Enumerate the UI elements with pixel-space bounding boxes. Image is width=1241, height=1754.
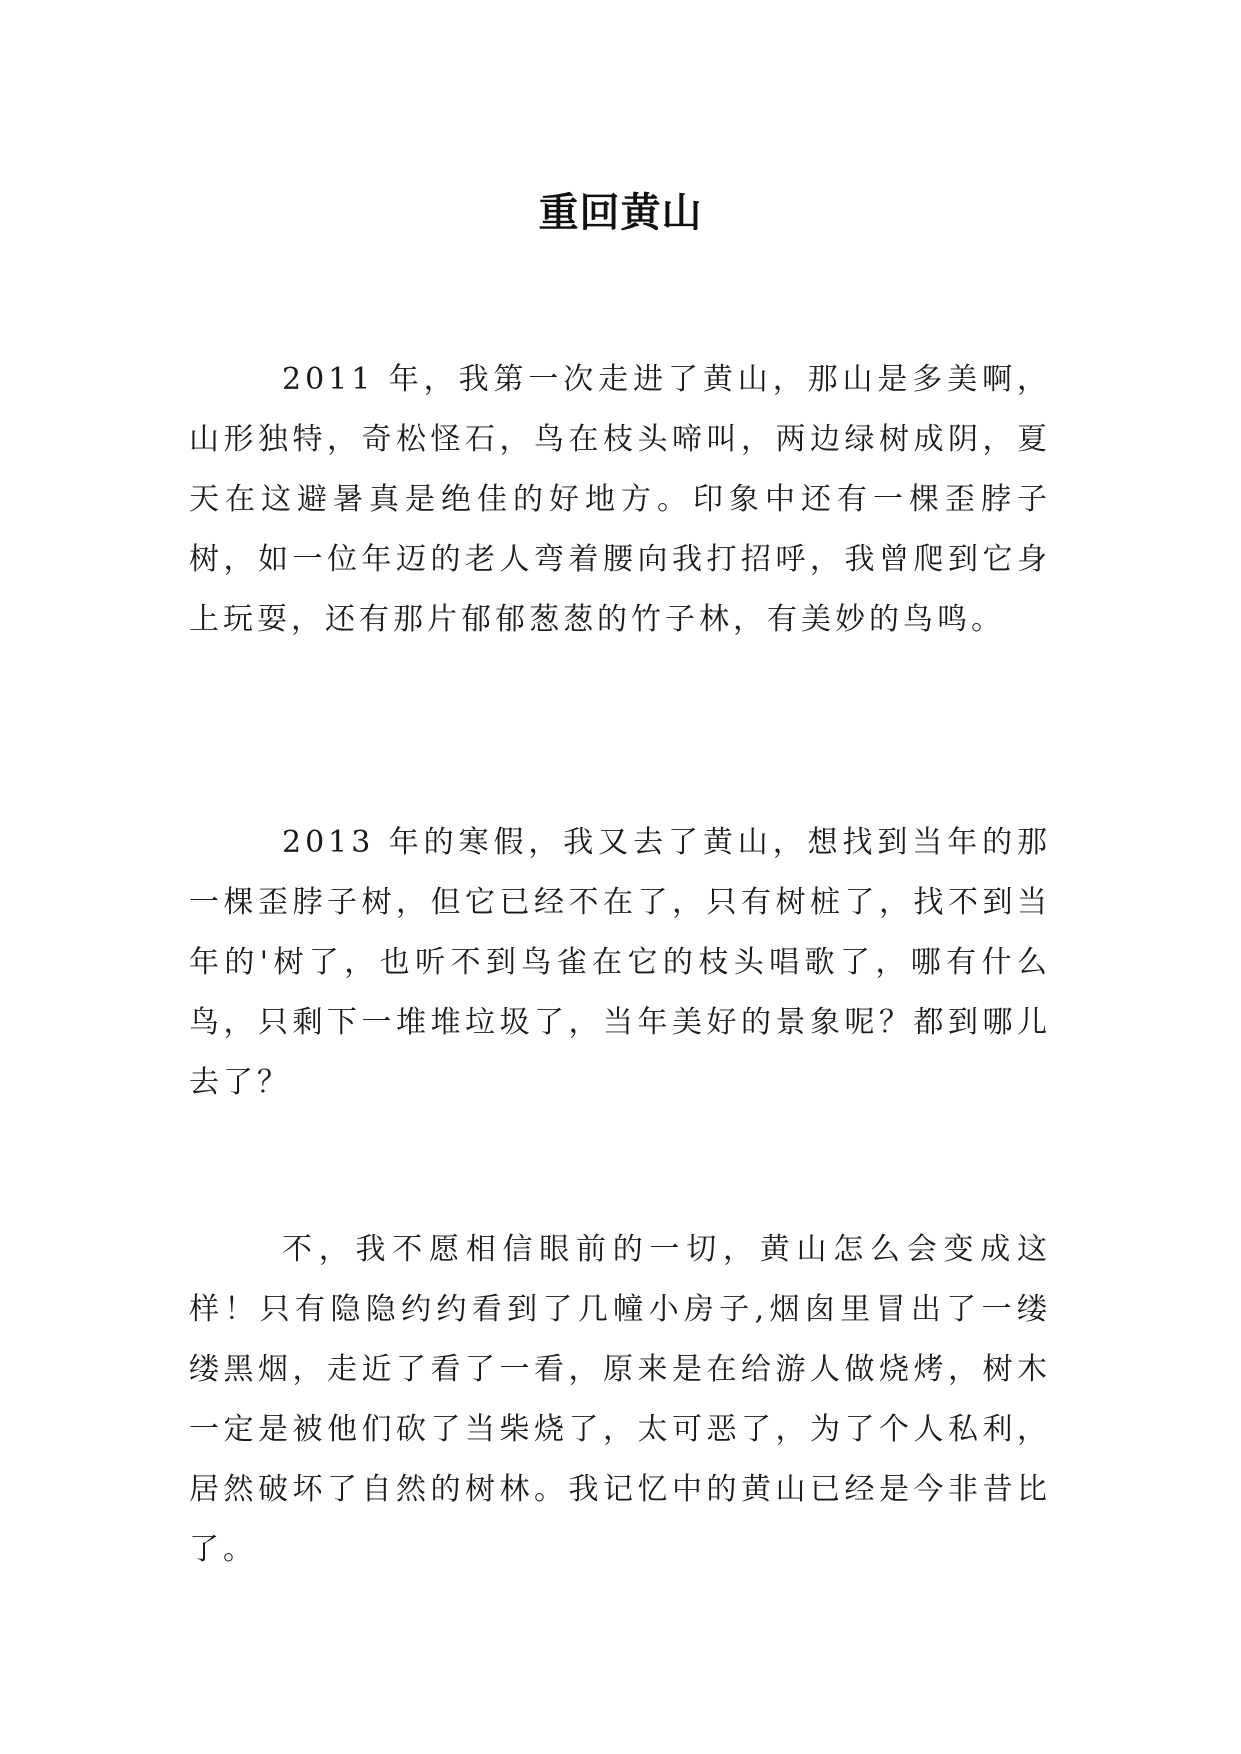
document-title: 重回黄山 (538, 189, 703, 236)
paragraph-1: 2011 年，我第一次走进了黄山，那山是多美啊，山形独特，奇松怪石，鸟在枝头啼叫，两边绿树成阴，夏天在这避暑真是绝佳的好地方。印象中还有一棵歪脖子树，如一位年迈的老人弯着腰向我打招呼，我曾爬到它身上玩耍，还有那片郁郁葱葱的竹子林，有美妙的鸟鸣。 (189, 362, 1051, 637)
paragraph-2: 2013 年的寒假，我又去了黄山，想找到当年的那一棵歪脖子树，但它已经不在了，只有树桩了，找不到当年的'树了，也听不到鸟雀在它的枝头唱歌了，哪有什么鸟，只剩下一堆堆垃圾了，当年美好的景象呢？都到哪儿去了？ (189, 825, 1051, 1100)
paragraph-3: 不，我不愿相信眼前的一切，黄山怎么会变成这样！只有隐隐约约看到了几幢小房子,烟囱里冒出了一缕缕黑烟，走近了看了一看，原来是在给游人做烧烤，树木一定是被他们砍了当柴烧了，太可恶了，为了个人私利，居然破坏了自然的树林。我记忆中的黄山已经是今非昔比了。 (189, 1232, 1051, 1567)
